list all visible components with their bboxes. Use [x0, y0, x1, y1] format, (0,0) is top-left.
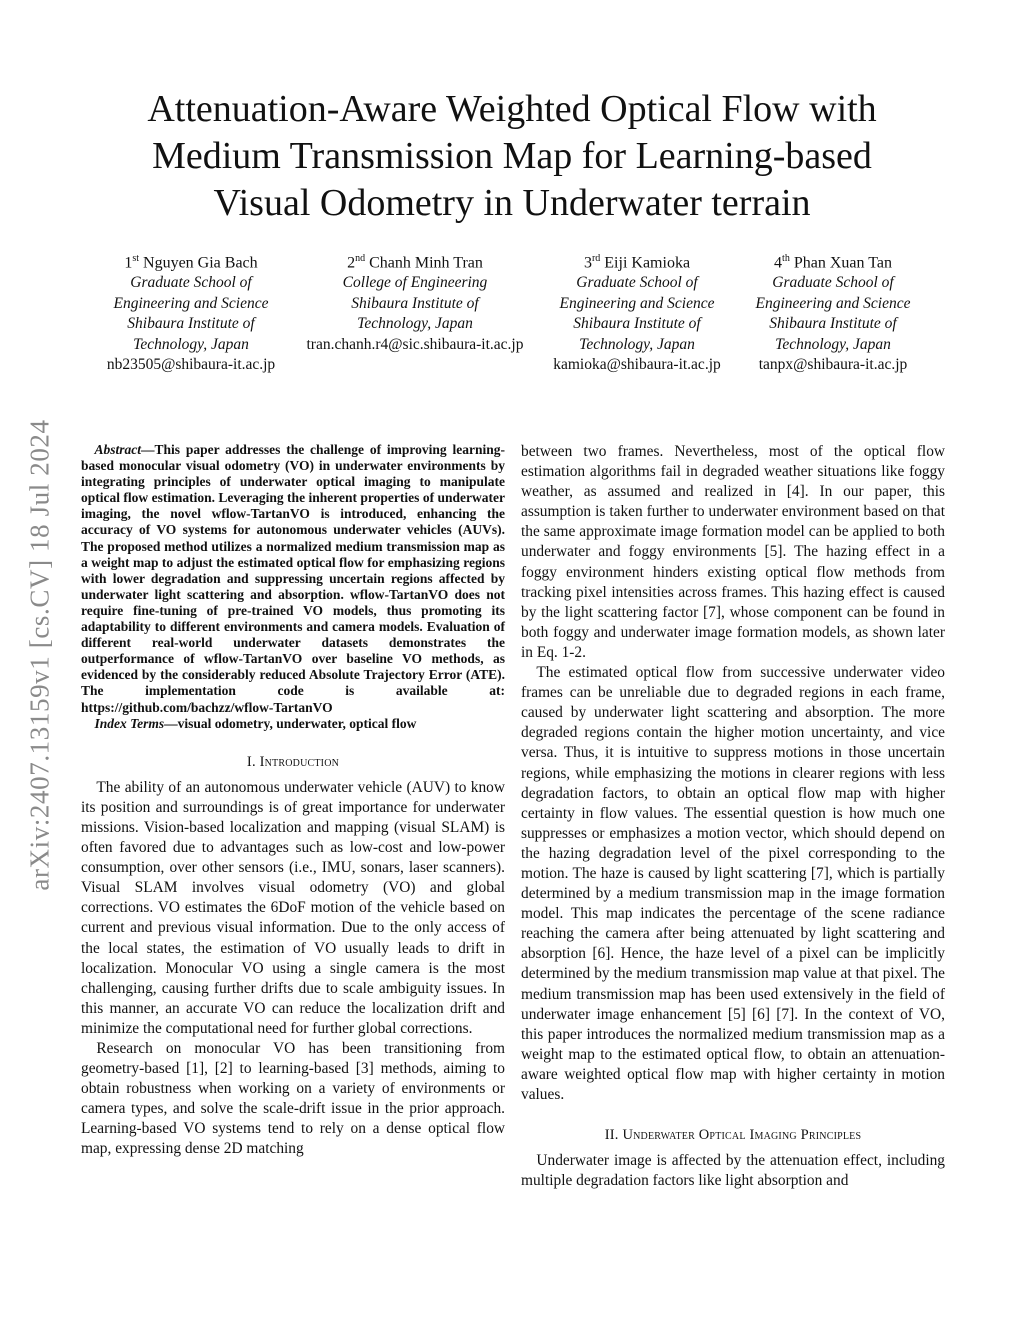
index-terms: Index Terms—visual odometry, underwater, optical flow — [94, 715, 417, 731]
author-email[interactable]: kamioka@shibaura-it.ac.jp — [553, 356, 721, 374]
author-3: 3rd Eiji Kamioka Graduate School of Engineering and Science Shibaura Institute of Technology, Japan kamioka@shibaura-it.ac.jp — [553, 248, 721, 376]
author-email[interactable]: tanpx@shibaura-it.ac.jp — [758, 356, 908, 374]
section-heading-introduction: I. Introduction — [246, 753, 340, 770]
arxiv-side-stamp — [12, 360, 68, 950]
author-name: Nguyen Gia Bach — [143, 254, 258, 272]
author-name: Chanh Minh Tran — [369, 254, 483, 272]
section-heading-principles: II. Underwater Optical Imaging Principles — [604, 1127, 862, 1144]
title-line: Attenuation-Aware Weighted Optical Flow with — [147, 88, 877, 130]
left-column — [81, 442, 505, 1160]
author-email[interactable]: nb23505@shibaura-it.ac.jp — [106, 356, 276, 374]
author-4: 4th Phan Xuan Tan Graduate School of Engineering and Science Shibaura Institute of Technology, Japan tanpx@shibaura-it.ac.jp — [756, 248, 911, 376]
paper-title — [80, 86, 944, 227]
intro-paragraph-1: The ability of an autonomous underwater vehicle (AUV) to know its position and surroundings is of great importance for underwater missions. Vision-based localization and mapping (visual SLAM) is often favored due to advantages such as low-cost and low-power consumption, over other sensors (i.e., IMU, sonars, laser scanners). Visual SLAM involves visual odometry (VO) and global corrections. VO estimates the 6DoF motion of the vehicle based on current and previous visual information. Due to the only access of the local states, the estimation of VO usually leads to drift in localization. Monocular VO using a single camera is the most challenging, causing further drifts due to scale ambiguity issues. In this manner, an accurate VO can reduce the localization drift and minimize the computational need for further global corrections. — [81, 778, 505, 1037]
author-name: Phan Xuan Tan — [793, 254, 892, 272]
author-1: 1st Nguyen Gia Bach Graduate School of Engineering and Science Shibaura Institute of Technology, Japan nb23505@shibaura-it.ac.jp — [107, 248, 275, 376]
author-name: Eiji Kamioka — [604, 254, 691, 272]
principles-paragraph-1: Underwater image is affected by the attenuation effect, including multiple degradation factors like light absorption and — [521, 1152, 945, 1190]
author-2: 2nd Chanh Minh Tran College of Engineering Shibaura Institute of Technology, Japan tran.chanh.r4@sic.shibaura-it.ac.jp — [307, 248, 524, 355]
author-email[interactable]: tran.chanh.r4@sic.shibaura-it.ac.jp — [306, 335, 524, 353]
intro-paragraph-4: The estimated optical flow from successive underwater video frames can be unreliable due to degraded regions in each frame, caused by underwater light scattering and absorption. The more degraded regions contain the higher motion uncertainty, and vice versa. Thus, it is intuitive to suppress motions in those uncertain regions, while emphasizing the motions in clearer regions with less degradation factors, to obtain an optical flow map with higher certainty in flow values. The essential question is how much one suppresses or emphasizes a motion vector, which should depend on the hazing degradation level of the pixel corresponding to the motion. The haze is caused by light scattering [7], which is partially determined by a medium transmission map in the image formation model. This map indicates the percentage of the scene radiance reaching the camera after being attenuated by light scattering and absorption [6]. Hence, the haze level of a pixel can be implicitly determined by the medium transmission map value at that pixel. The medium transmission map has been used extensively in the field of underwater image enhancement [5] [6] [7]. In the context of VO, this paper introduces the normalized medium transmission map as a weight map to the estimated optical flow, to obtain an attenuation-aware weighted optical flow map with higher certainty in motion values. — [521, 664, 945, 1103]
intro-paragraph-3: between two frames. Nevertheless, most of the optical flow estimation algorithms fail in degraded weather situations like foggy weather, as assumed and realized in [4]. In our paper, this assumption is taken further to underwater environment based on that the same approximate image formation model can be applied to both underwater and foggy environments [5]. The hazing effect in a foggy environment hinders existing optical flow methods from tracking pixel intensities across frames. This hazing effect is caused by the light scattering factor [7], whose component can be found in both foggy and underwater image formation models, as shown later in Eq. 1-2. — [521, 443, 945, 661]
intro-paragraph-2: Research on monocular VO has been transitioning from geometry-based [1], [2] to learning-based [3] methods, aiming to obtain robustness when working on a variety of environments or camera types, and solve the scale-drift issue in the prior approach. Learning-based VO systems tend to rely on a dense optical flow map, expressing dense 2D matching — [81, 1040, 505, 1158]
title-line: Visual Odometry in Underwater terrain — [213, 182, 811, 224]
arxiv-identifier: arXiv:2407.13159v1 [cs.CV] 18 Jul 2024 — [24, 419, 55, 891]
title-line: Medium Transmission Map for Learning-based — [152, 135, 872, 177]
right-column — [521, 442, 945, 1191]
abstract: Abstract—This paper addresses the challenge of improving learning-based monocular visual odometry (VO) in underwater environments by integrating principles of underwater optical imaging to manipulate optical flow estimation. Leveraging the inherent properties of underwater imaging, the novel wflow-TartanVO is introduced, enhancing the accuracy of VO systems for autonomous underwater vehicles (AUVs). The proposed method utilizes a normalized medium transmission map as a weight map to adjust the estimated optical flow for emphasizing regions with lower degradation and suppressing uncertain regions affected by underwater light scattering and absorption. wflow-TartanVO does not require fine-tuning of pre-trained VO models, thus promoting its adaptability to different environments and camera models. Evaluation of different real-world underwater datasets demonstrates the outperformance of wflow-TartanVO over baseline VO methods, as evidenced by the considerably reduced Absolute Trajectory Error (ATE). The implementation code is available at: https://github.com/bachzz/wflow-TartanVO — [81, 442, 505, 715]
